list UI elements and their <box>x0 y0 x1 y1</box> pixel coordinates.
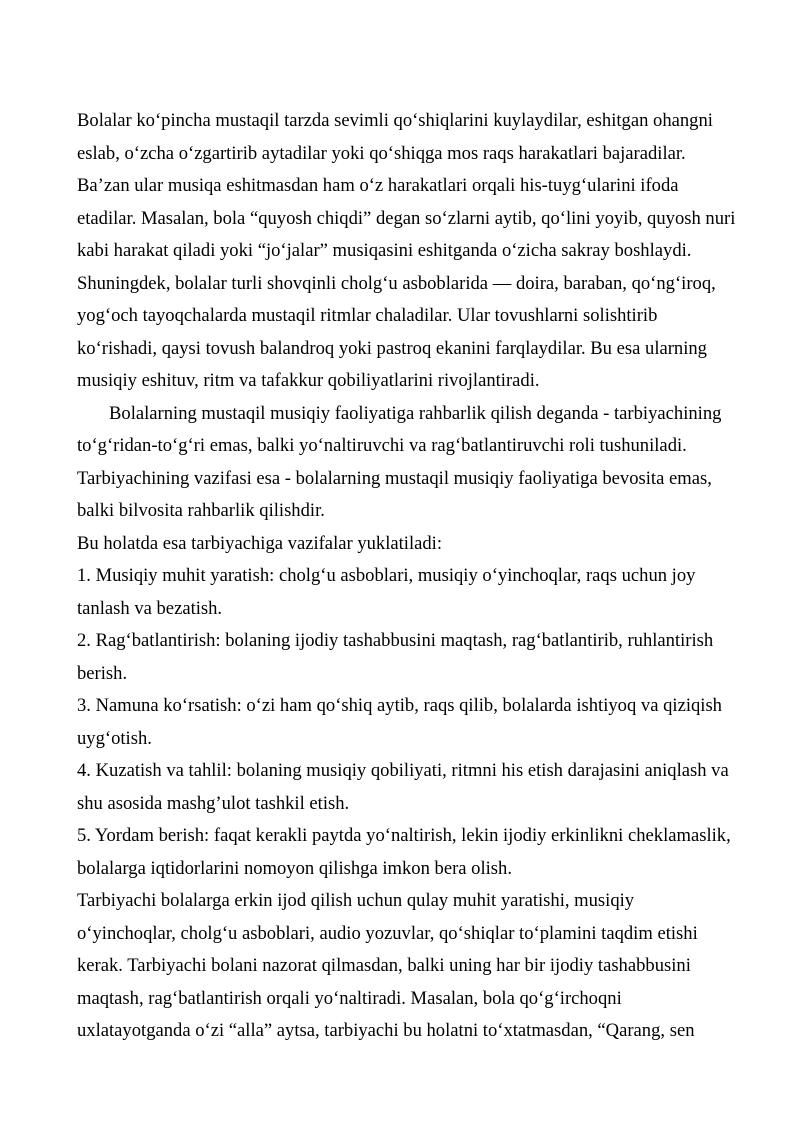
paragraph-teacher-guidance: Bolalarning mustaqil musiqiy faoliyatiga rahbarlik qilish deganda - tarbiyachining to‘g‘ridan-to‘g‘ri emas, balki yo‘naltiruvchi va rag‘batlantiruvchi roli tushuniladi. Tarbiyachining vazifasi esa - bolalarning mustaqil musiqiy faoliyatiga bevosita emas, balki bilvosita rahbarlik qilishdir. <box>77 402 722 521</box>
list-item-5: 5. Yordam berish: faqat kerakli paytda yo‘naltirish, lekin ijodiy erkinlikni cheklamaslik, bolalarga iqtidorlarini nomoyon qilishga imkon bera olish. <box>77 825 731 879</box>
paragraph-teacher-environment: Tarbiyachi bolalarga erkin ijod qilish uchun qulay muhit yaratishi, musiqiy o‘yinchoqlar, cholg‘u asboblari, audio yozuvlar, qo‘shiqlar to‘plamini taqdim etishi kerak. Tarbiyachi bolani nazorat qilmasdan, balki uning har bir ijodiy tashabbusini maqtash, rag‘batlantirish orqali yo‘naltiradi. Masalan, bola qo‘g‘irchoqni uxlatayotganda o‘zi “alla” aytsa, tarbiyachi bu holatni to‘xtatmasdan, “Qarang, sen <box>77 890 698 1041</box>
list-item-1: 1. Musiqiy muhit yaratish: cholg‘u asboblari, musiqiy o‘yinchoqlar, raqs uchun joy tanlash va bezatish. <box>77 565 696 619</box>
list-item-4: 4. Kuzatish va tahlil: bolaning musiqiy qobiliyati, ritmni his etish darajasini aniqlash va shu asosida mashg’ulot tashkil etish. <box>77 760 729 814</box>
paragraph-children-independent-singing: Bolalar ko‘pincha mustaqil tarzda sevimli qo‘shiqlarini kuylaydilar, eshitgan ohangni eslab, o‘zcha o‘zgartirib aytadilar yoki qo‘shiqga mos raqs harakatlari bajaradilar. Ba’zan ular musiqa eshitmasdan ham o‘z harakatlari orqali his-tuyg‘ularini ifoda etadilar. Masalan, bola “quyosh chiqdi” degan so‘zlarni aytib, qo‘lini yoyib, quyosh nuri kabi harakat qiladi yoki “jo‘jalar” musiqasini eshitganda o‘zicha sakray boshlaydi. Shuningdek, bolalar turli shovqinli cholg‘u asboblarida — doira, baraban, qo‘ng‘iroq, yog‘och tayoqchalarda mustaqil ritmlar chaladilar. Ular tovushlarni solishtirib ko‘rishadi, qaysi tovush balandroq yoki pastroq ekanini farqlaydilar. Bu esa ularning musiqiy eshituv, ritm va tafakkur qobiliyatlarini rivojlantiradi. <box>77 110 736 391</box>
list-item-3: 3. Namuna ko‘rsatish: o‘zi ham qo‘shiq aytib, raqs qilib, bolalarda ishtiyoq va qiziqish uyg‘otish. <box>77 695 722 749</box>
list-item-2: 2. Rag‘batlantirish: bolaning ijodiy tashabbusini maqtash, rag‘batlantirib, ruhlantirish berish. <box>77 630 714 684</box>
paragraph-tasks-intro: Bu holatda esa tarbiyachiga vazifalar yuklatiladi: <box>77 532 443 554</box>
document-body <box>77 105 737 1048</box>
